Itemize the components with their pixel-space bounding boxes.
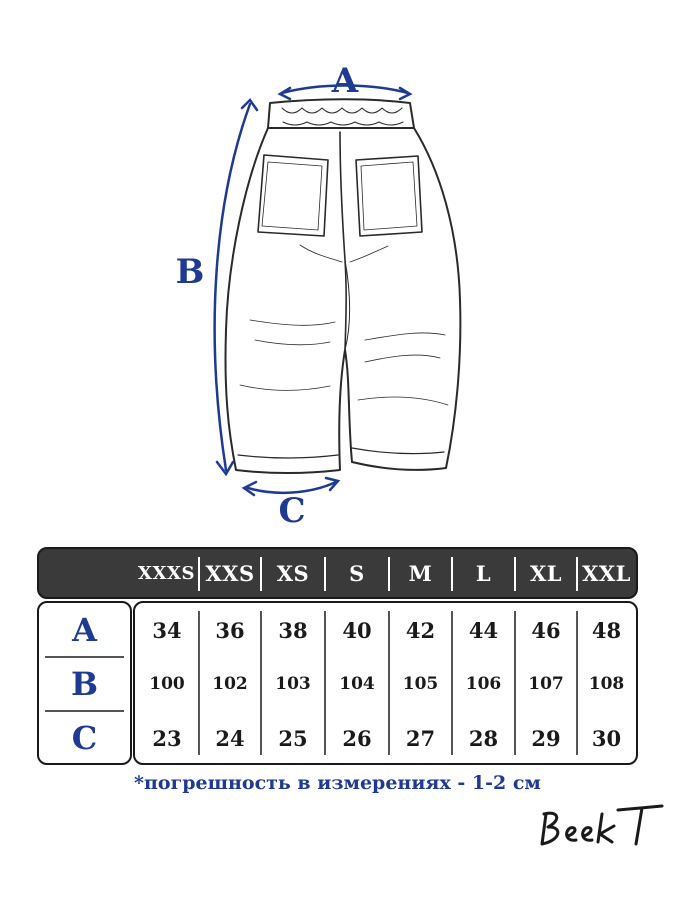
value-a-xxs: 36 xyxy=(215,617,245,643)
size-m: M xyxy=(408,560,433,586)
value-b-xs: 103 xyxy=(275,674,311,694)
value-b-l: 106 xyxy=(465,674,502,694)
column-divider xyxy=(260,611,262,755)
value-a-xxxs: 34 xyxy=(152,617,182,643)
value-c-s: 26 xyxy=(342,725,372,751)
column-divider xyxy=(388,611,390,755)
size-xl: XL xyxy=(529,560,563,586)
column-divider xyxy=(451,611,453,755)
value-c-xs: 25 xyxy=(278,725,308,751)
dimension-label-b: B xyxy=(175,252,205,292)
size-xxl: XXL xyxy=(582,560,631,586)
size-divider xyxy=(388,557,390,591)
size-divider xyxy=(451,557,453,591)
value-b-s: 104 xyxy=(339,674,375,694)
measurement-labels xyxy=(37,601,132,765)
brand-logo xyxy=(538,800,668,850)
value-a-m: 42 xyxy=(405,617,436,643)
size-divider xyxy=(576,557,578,591)
value-c-xxs: 24 xyxy=(215,725,245,751)
column-divider xyxy=(324,611,326,755)
value-b-xxxs: 100 xyxy=(149,674,185,694)
value-b-xl: 107 xyxy=(528,674,564,694)
row-label-b: B xyxy=(70,665,99,703)
value-b-m: 105 xyxy=(402,674,439,694)
size-header xyxy=(37,547,638,599)
row-divider xyxy=(45,656,124,658)
value-c-xl: 29 xyxy=(531,725,561,751)
column-divider xyxy=(198,611,200,755)
size-xxs: XXS xyxy=(205,560,255,586)
value-a-xs: 38 xyxy=(278,617,308,643)
row-label-a: A xyxy=(72,611,97,649)
value-a-s: 40 xyxy=(342,617,372,643)
value-a-xxl: 48 xyxy=(591,617,622,643)
size-divider xyxy=(198,557,200,591)
size-xxxs: XXXS xyxy=(138,562,195,584)
column-divider xyxy=(514,611,516,755)
size-divider xyxy=(514,557,516,591)
value-b-xxl: 108 xyxy=(588,674,625,694)
value-c-m: 27 xyxy=(405,725,436,751)
column-divider xyxy=(576,611,578,755)
size-xs: XS xyxy=(276,560,310,586)
value-c-l: 28 xyxy=(468,725,499,751)
value-a-l: 44 xyxy=(468,617,499,643)
size-l: L xyxy=(475,560,492,586)
value-c-xxl: 30 xyxy=(591,725,622,751)
dimension-label-a: A xyxy=(331,61,359,101)
value-c-xxxs: 23 xyxy=(152,725,182,751)
measurement-note: *погрешность в измерениях - 1-2 см xyxy=(134,772,541,794)
row-label-c: C xyxy=(71,719,98,757)
size-divider xyxy=(260,557,262,591)
pants-back-view-icon xyxy=(225,99,460,473)
size-s: S xyxy=(349,560,365,586)
row-divider xyxy=(45,710,124,712)
size-divider xyxy=(324,557,326,591)
value-a-xl: 46 xyxy=(531,617,561,643)
value-b-xxs: 102 xyxy=(212,674,248,694)
dimension-label-c: C xyxy=(278,491,306,531)
measurement-values xyxy=(133,601,638,765)
